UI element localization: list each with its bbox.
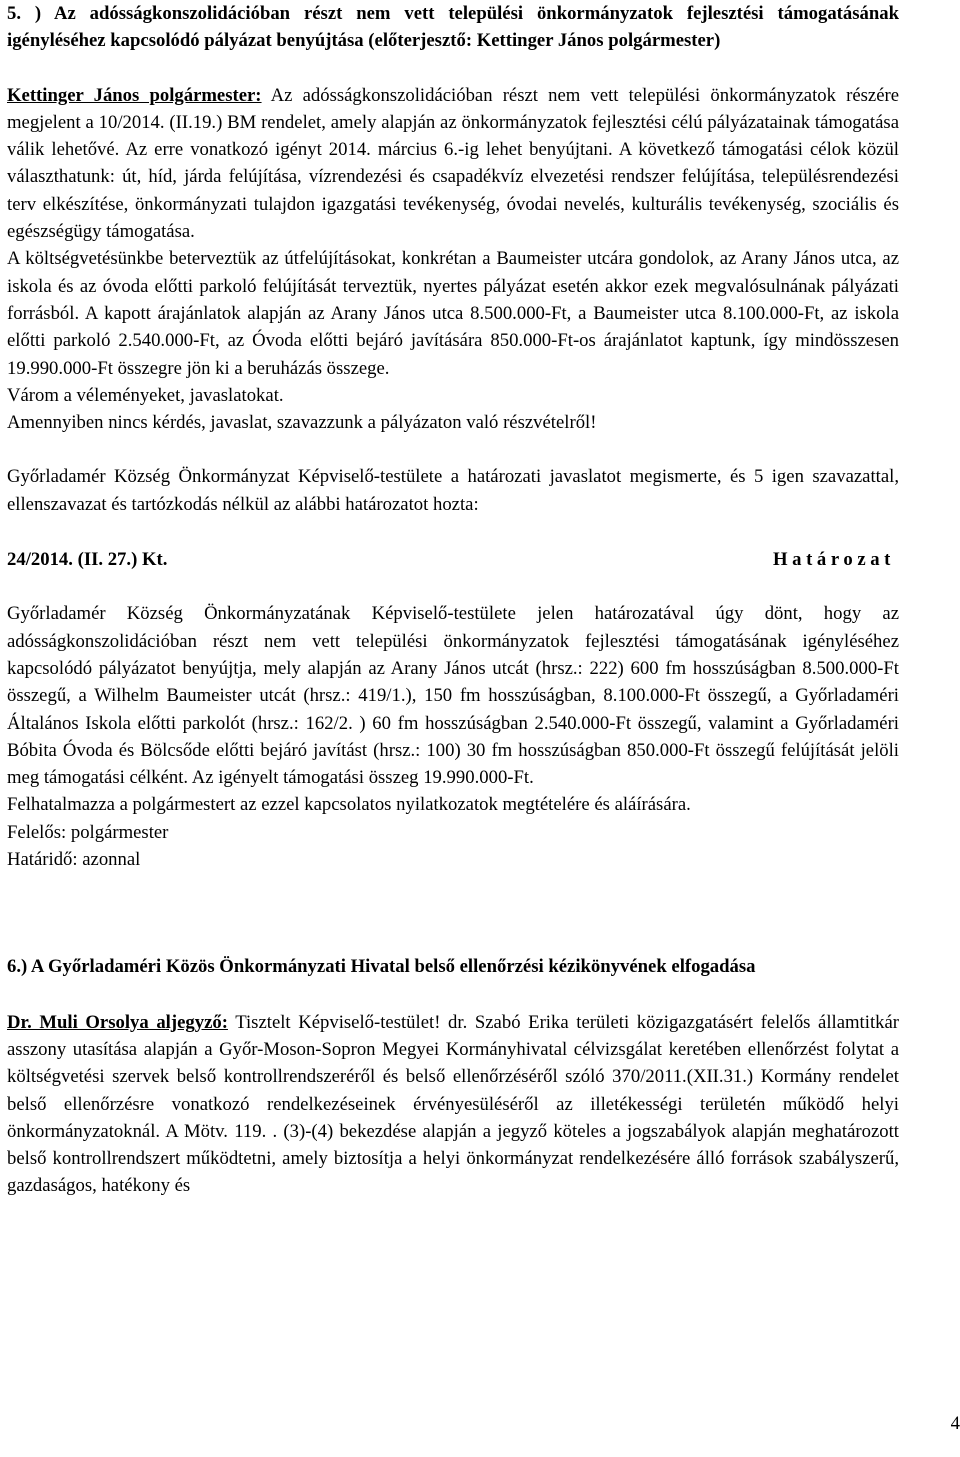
section-5-line-4: Amennyiben nincs kérdés, javaslat, szavazzunk a pályázaton való részvételről! xyxy=(7,412,597,434)
resolution-deadline: Határidő: azonnal xyxy=(7,849,141,871)
resolution-header xyxy=(7,546,899,573)
section-6-heading: 6.) A Győrladaméri Közös Önkormányzati Hivatal belső ellenőrzési kézikönyvének elfogadása xyxy=(7,956,756,978)
spacer xyxy=(7,981,899,1009)
section-5-heading: 5. ) Az adósságkonszolidációban részt nem vett települési önkormányzatok fejlesztési támogatásának igényléséhez kapcsolódó pályázat benyújtása (előterjesztő: Kettinger János polgármester) xyxy=(7,3,899,52)
spacer xyxy=(7,518,899,546)
document-page xyxy=(7,0,899,1200)
speaker-deputy-notary: Dr. Muli Orsolya aljegyző: xyxy=(7,1011,228,1033)
paragraph-text: Tisztelt Képviselő-testület! dr. Szabó Erika területi közigazgatásért felelős államtitkár asszony utasítása alapján a Győr-Moson-Sopron Megyei Kormányhivatal célvizsgálat keretében ellenőrzést folytat a költségvetési szervek belső kontrollrendszeréről és belső ellenőrzéséről szóló 370/2011.(XII.31.) Kormány rendelet belső ellenőrzésre vonatkozó rendelkezéseinek érvényesüléséről az illetékességi területén működő helyi önkormányzatoknál. A Mötv. 119. . (3)-(4) bekezdése alapján a jegyző köteles a jogszabályok alapján meghatározott belső kontrollrendszert működtetni, amely biztosítja a helyi önkormányzat rendelkezésére álló források szabályszerű, gazdaságos, hatékony és xyxy=(7,1011,899,1197)
section-5-paragraph-2: A költségvetésünkbe beterveztük az útfelújításokat, konkrétan a Baumeister utcára gondolok, az Arany János utca, az iskola és az óvoda előtti parkoló felújítását terveztük, nyertes pályázat esetén akkor ezek megvalósulnának pályázati forrásból. A kapott árajánlatok alapján az Arany János utca 8.500.000-Ft, a Baumeister utca 8.100.000-Ft, az iskola előtti parkoló 2.540.000-Ft, az Óvoda előtti bejáró javítására 850.000-Ft-os árajánlatot kaptunk, így mindösszesen 19.990.000-Ft összegre jön ki a beruházás összege. xyxy=(7,248,899,379)
resolution-authorization: Felhatalmazza a polgármestert az ezzel kapcsolatos nyilatkozatok megtételére és aláírására. xyxy=(7,794,691,816)
resolution-text: Győrladamér Község Önkormányzatának Képviselő-testülete jelen határozatával úgy dönt, hogy az adósságkonszolidációban részt nem vett települési önkormányzatok fejlesztési támogatásának igényléséhez kapcsolódó pályázatot benyújtja, mely alapján az Arany János utcát (hrsz.: 222) 600 fm hosszúságban 8.500.000-Ft összegű, a Wilhelm Baumeister utcát (hrsz.: 419/1.), 150 fm hosszúságban, 8.100.000-Ft összegű, a Győrladaméri Általános Iskola előtti parkolót (hrsz.: 162/2. ) 60 fm hosszúságban 2.540.000-Ft összegű, valamint a Győrladaméri Bóbita Óvoda és Bölcsőde előtti bejáró javítást (hrsz.: 100) 30 fm hosszúságban 850.000-Ft összegű felújítását jelöli meg támogatási célként. Az igényelt támogatási összeg 19.990.000-Ft. xyxy=(7,603,899,789)
spacer xyxy=(7,573,899,600)
resolution-title: Határozat xyxy=(772,549,895,571)
spacer xyxy=(7,55,899,82)
spacer xyxy=(7,873,899,953)
vote-statement: Győrladamér Község Önkormányzat Képviselő-testülete a határozati javaslatot megismerte, és 5 igen szavazattal, ellenszavazat és tartózkodás nélkül az alábbi határozatot hozta: xyxy=(7,466,899,515)
page-number: 4 xyxy=(950,1413,960,1434)
spacer xyxy=(7,436,899,463)
section-6-paragraph-1 xyxy=(7,1009,899,1200)
speaker-mayor: Kettinger János polgármester: xyxy=(7,84,262,106)
resolution-responsible: Felelős: polgármester xyxy=(7,821,169,843)
resolution-number: 24/2014. (II. 27.) Kt. xyxy=(7,549,168,571)
paragraph-text: Az adósságkonszolidációban részt nem vett települési önkormányzatok részére megjelent a 10/2014. (II.19.) BM rendelet, amely alapján az önkormányzatok fejlesztési célú pályázatainak támogatása válik lehetővé. Az erre vonatkozó igényt 2014. március 6.-ig lehet benyújtani. A következő támogatási célok közül választhatunk: út, híd, járda felújítása, vízrendezési és csapadékvíz elvezetési rendszer felújítása, településrendezési terv elkészítése, önkormányzati tulajdon igazgatási tevékenység, óvodai nevelés, kulturális tevékenység, szociális és egészségügy támogatása. xyxy=(7,84,900,243)
section-5-paragraph-1 xyxy=(7,82,899,246)
section-5-line-3: Várom a véleményeket, javaslatokat. xyxy=(7,384,284,406)
